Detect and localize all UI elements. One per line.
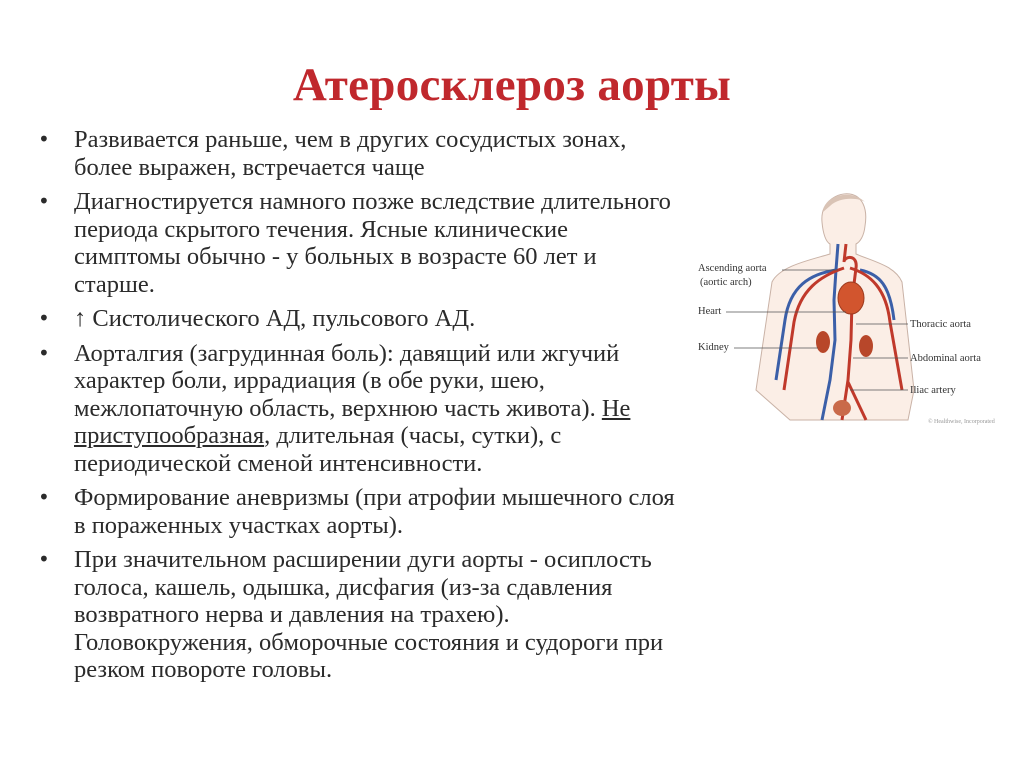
bullet-dot-icon: •: [38, 485, 50, 509]
label-heart: Heart: [698, 306, 722, 317]
bullet-text: Аорталгия (загрудинная боль): давящий или жгучий характер боли, иррадиация (в обе руки, шею, межлопаточную область, верхнюю часть живота).: [74, 339, 620, 422]
bladder: [833, 400, 851, 416]
bullet-list: [38, 126, 678, 691]
aorta-anatomy-diagram: [690, 190, 1010, 430]
label-kidney: Kidney: [698, 342, 729, 353]
underlined-text: Не приступообразная: [74, 394, 631, 449]
kidney-right: [859, 335, 873, 357]
slide-title: Атеросклероз аорты: [292, 59, 732, 111]
label-ascending-aorta: Ascending aorta: [698, 263, 767, 274]
heart-organ: [838, 282, 864, 314]
label-abdominal-aorta: Abdominal aorta: [910, 353, 981, 364]
image-credit: © Healthwise, Incorporated: [928, 419, 995, 425]
kidney-left: [816, 331, 830, 353]
bullet-item: [38, 340, 678, 478]
bullet-dot-icon: •: [38, 127, 50, 151]
bullet-text: Диагностируется намного позже вследствие длительного периода скрытого течения. Ясные клинические симптомы обычно - у больных в возрасте 60 лет и старше.: [74, 188, 671, 298]
bullet-text: При значительном расширении дуги аорты - осиплость голоса, кашель, одышка, дисфагия (из-за сдавления возвратного нерва и давления на трахею). Головокружения, обморочные состояния и судороги при резком повороте головы.: [74, 546, 664, 683]
bullet-dot-icon: •: [38, 189, 50, 213]
bullet-text: ↑ Систолического АД, пульсового АД.: [74, 305, 476, 332]
bullet-item: [38, 305, 678, 333]
bullet-item: [38, 484, 678, 539]
bullet-dot-icon: •: [38, 547, 50, 571]
label-iliac-artery: Iliac artery: [910, 385, 956, 396]
bullet-item: [38, 546, 678, 684]
bullet-item: [38, 126, 678, 181]
label-aortic-arch: (aortic arch): [700, 277, 752, 288]
bullet-dot-icon: •: [38, 306, 50, 330]
bullet-dot-icon: •: [38, 340, 50, 365]
bullet-text: Развивается раньше, чем в других сосудистых зонах, более выражен, встречается чаще: [74, 126, 627, 181]
bullet-text: Формирование аневризмы (при атрофии мышечного слоя в пораженных участках аорты).: [74, 484, 675, 539]
label-thoracic-aorta: Thoracic aorta: [910, 319, 971, 330]
bullet-item: [38, 188, 678, 298]
bullet-text: , длительная (часы, сутки), с периодической сменой интенсивности.: [74, 422, 562, 477]
